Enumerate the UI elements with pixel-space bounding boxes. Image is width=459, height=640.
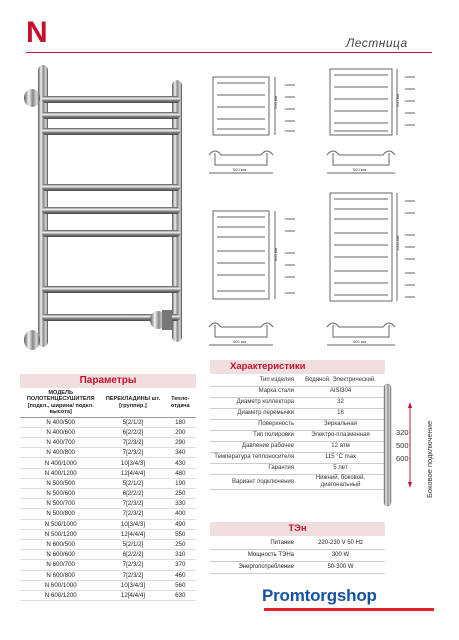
product-photo (22, 60, 197, 370)
cell-heat: 630 (165, 590, 196, 600)
cell-bars: 7[2/3/2] (101, 448, 164, 458)
cell-bars: 10[3/4/3] (101, 458, 164, 468)
table-row (20, 539, 196, 549)
table-row (210, 464, 385, 475)
cell-model: N 600/700 (20, 560, 101, 570)
table-row (210, 431, 385, 442)
table-row (20, 448, 196, 458)
cell-bars: 7[2/3/2] (101, 509, 164, 519)
brand-letter: N (26, 16, 48, 49)
cell-bars: 7[2/3/2] (101, 560, 164, 570)
cell-model: N 400/500 (20, 417, 101, 427)
table-row (20, 590, 196, 600)
cell-model: N 600/1000 (20, 580, 101, 590)
dim-arrow-up (408, 402, 412, 408)
cell-model: N 500/1000 (20, 519, 101, 529)
table-row (210, 409, 385, 420)
ten-key: Энергопотребление (210, 562, 296, 574)
cell-heat: 310 (165, 550, 196, 560)
char-key: Температура теплоносителя (210, 453, 296, 464)
dim-h1: 500 мм (273, 95, 278, 109)
params-table (20, 389, 196, 601)
char-key: Вариант подключения (210, 475, 296, 490)
char-key: Поверхность (210, 420, 296, 431)
table-row (20, 570, 196, 580)
cell-heat: 560 (165, 580, 196, 590)
char-value: 5 лет (296, 464, 385, 475)
params-header-row (20, 389, 196, 417)
cell-model: N 600/1200 (20, 590, 101, 600)
table-row (20, 560, 196, 570)
cell-model: N 600/500 (20, 539, 101, 549)
cell-model: N 500/1200 (20, 529, 101, 539)
params-col-model: МОДЕЛЬ ПОЛОТЕНЦЕСУШИТЕЛЯ [подкл., ширина/ подкл. высота] (20, 389, 101, 417)
params-col-bars: ПЕРЕКЛАДИНЫ шт. [группир.] (101, 389, 164, 417)
ten-value: 300 W (296, 550, 385, 562)
cell-model: N 500/700 (20, 499, 101, 509)
characteristics-title: Характеристики (230, 361, 306, 372)
ten-table (210, 538, 385, 574)
cell-bars: 7[2/3/2] (101, 570, 164, 580)
cell-model: N 400/600 (20, 427, 101, 437)
connection-pipe (384, 384, 391, 506)
char-value: Электро-плазменная (296, 431, 385, 442)
rail-crossbars (42, 96, 180, 321)
params-title: Параметры (79, 375, 137, 386)
dim-h2: 600 мм (395, 93, 400, 107)
char-key: Диаметр коллектора (210, 398, 296, 409)
drawing-800-front (213, 211, 295, 299)
table-row (20, 550, 196, 560)
cell-heat: 290 (165, 438, 196, 448)
table-row (210, 442, 385, 453)
cell-heat: 340 (165, 448, 196, 458)
params-col-heat: Тепло-отдача (165, 389, 196, 417)
table-row (210, 538, 385, 550)
char-key: Давление рабочее (210, 442, 296, 453)
table-row (20, 580, 196, 590)
table-row (20, 529, 196, 539)
table-row (210, 453, 385, 464)
cell-bars: 12[4/4/4] (101, 590, 164, 600)
drawing-1000-front (330, 193, 415, 301)
dim-500-a: 500 мм (233, 167, 247, 172)
cell-bars: 7[2/3/2] (101, 499, 164, 509)
table-row (210, 420, 385, 431)
cell-bars: 5[2/1/2] (101, 539, 164, 549)
drawing-600-front (330, 69, 415, 135)
cell-model: N 400/1000 (20, 458, 101, 468)
conn-val-320: 320 (396, 428, 409, 437)
dim-500-d: 500 мм (353, 339, 367, 344)
cell-model: N 400/700 (20, 438, 101, 448)
cell-heat: 250 (165, 489, 196, 499)
table-row (210, 562, 385, 574)
cell-model: N 400/800 (20, 448, 101, 458)
char-value: Водяной. Электрический. (296, 376, 385, 387)
ten-key: Питание (210, 538, 296, 550)
char-value: Зеркальная (296, 420, 385, 431)
logo-underline (264, 608, 434, 611)
char-value: AISI304 (296, 387, 385, 398)
char-value: 32 (296, 398, 385, 409)
table-row (210, 398, 385, 409)
table-row (210, 387, 385, 398)
cell-bars: 5[2/1/2] (101, 478, 164, 488)
char-key: Марка стали (210, 387, 296, 398)
dim-500-c: 500 мм (233, 339, 247, 344)
cell-heat: 400 (165, 509, 196, 519)
connection-label: Боковое подключение (425, 420, 434, 498)
char-value: 115 °C max (296, 453, 385, 464)
char-key: Тип изделия (210, 376, 296, 387)
cell-heat: 250 (165, 539, 196, 549)
cell-model: N 400/1200 (20, 468, 101, 478)
table-row (20, 509, 196, 519)
table-row (20, 438, 196, 448)
table-row (20, 417, 196, 427)
rail-uprights (38, 65, 182, 347)
dim-500-b: 500 мм (353, 167, 367, 172)
table-row (20, 468, 196, 478)
table-row (20, 478, 196, 488)
cell-heat: 490 (165, 519, 196, 529)
drawing-500-front (213, 77, 295, 135)
table-row (210, 550, 385, 562)
conn-val-600: 600 (396, 454, 409, 463)
table-row (20, 519, 196, 529)
cell-heat: 180 (165, 417, 196, 427)
cell-bars: 12[4/4/4] (101, 529, 164, 539)
cell-bars: 12[4/4/4] (101, 468, 164, 478)
char-key: Тип полировки (210, 431, 296, 442)
section-title: Лестница (346, 36, 408, 50)
cell-model: N 500/500 (20, 478, 101, 488)
table-row (20, 489, 196, 499)
cell-heat: 550 (165, 529, 196, 539)
cell-heat: 460 (165, 570, 196, 580)
side-connection-diagram (382, 380, 442, 510)
cell-bars: 6[2/2/2] (101, 489, 164, 499)
dim-arrow-down (408, 482, 412, 488)
char-value: 18 (296, 409, 385, 420)
cell-bars: 6[2/2/2] (101, 550, 164, 560)
table-row (210, 475, 385, 490)
table-row (20, 427, 196, 437)
cell-bars: 5[2/1/2] (101, 417, 164, 427)
dim-h4: 1000 мм (395, 235, 400, 251)
conn-val-500: 500 (396, 441, 409, 450)
char-value: Нижний, боковой, диагональный (296, 475, 385, 490)
table-row (20, 458, 196, 468)
technical-drawings (205, 65, 445, 355)
table-row (20, 499, 196, 509)
cell-model: N 600/600 (20, 550, 101, 560)
cell-bars: 7[2/3/2] (101, 438, 164, 448)
cell-heat: 370 (165, 560, 196, 570)
dim-h3: 800 мм (273, 247, 278, 261)
table-row (210, 376, 385, 387)
cell-heat: 480 (165, 468, 196, 478)
promtorgshop-logo: Promtorgshop (262, 586, 377, 605)
cell-heat: 330 (165, 499, 196, 509)
char-key: Гарантия (210, 464, 296, 475)
cell-heat: 190 (165, 478, 196, 488)
cell-heat: 430 (165, 458, 196, 468)
cell-model: N 500/800 (20, 509, 101, 519)
cell-model: N 600/800 (20, 570, 101, 580)
ten-title: ТЭн (288, 523, 307, 534)
cell-heat: 200 (165, 427, 196, 437)
cell-bars: 10[3/4/3] (101, 519, 164, 529)
characteristics-table (210, 376, 385, 490)
ten-value: 220-230 V 50 Hz (296, 538, 385, 550)
header-divider (26, 52, 432, 53)
cell-bars: 10[3/4/3] (101, 580, 164, 590)
cell-model: N 500/600 (20, 489, 101, 499)
char-key: Диаметр перемычки (210, 409, 296, 420)
char-value: 12 атм (296, 442, 385, 453)
cell-bars: 6[2/2/2] (101, 427, 164, 437)
ten-key: Мощность ТЭНа (210, 550, 296, 562)
ten-value: 50-300 W (296, 562, 385, 574)
